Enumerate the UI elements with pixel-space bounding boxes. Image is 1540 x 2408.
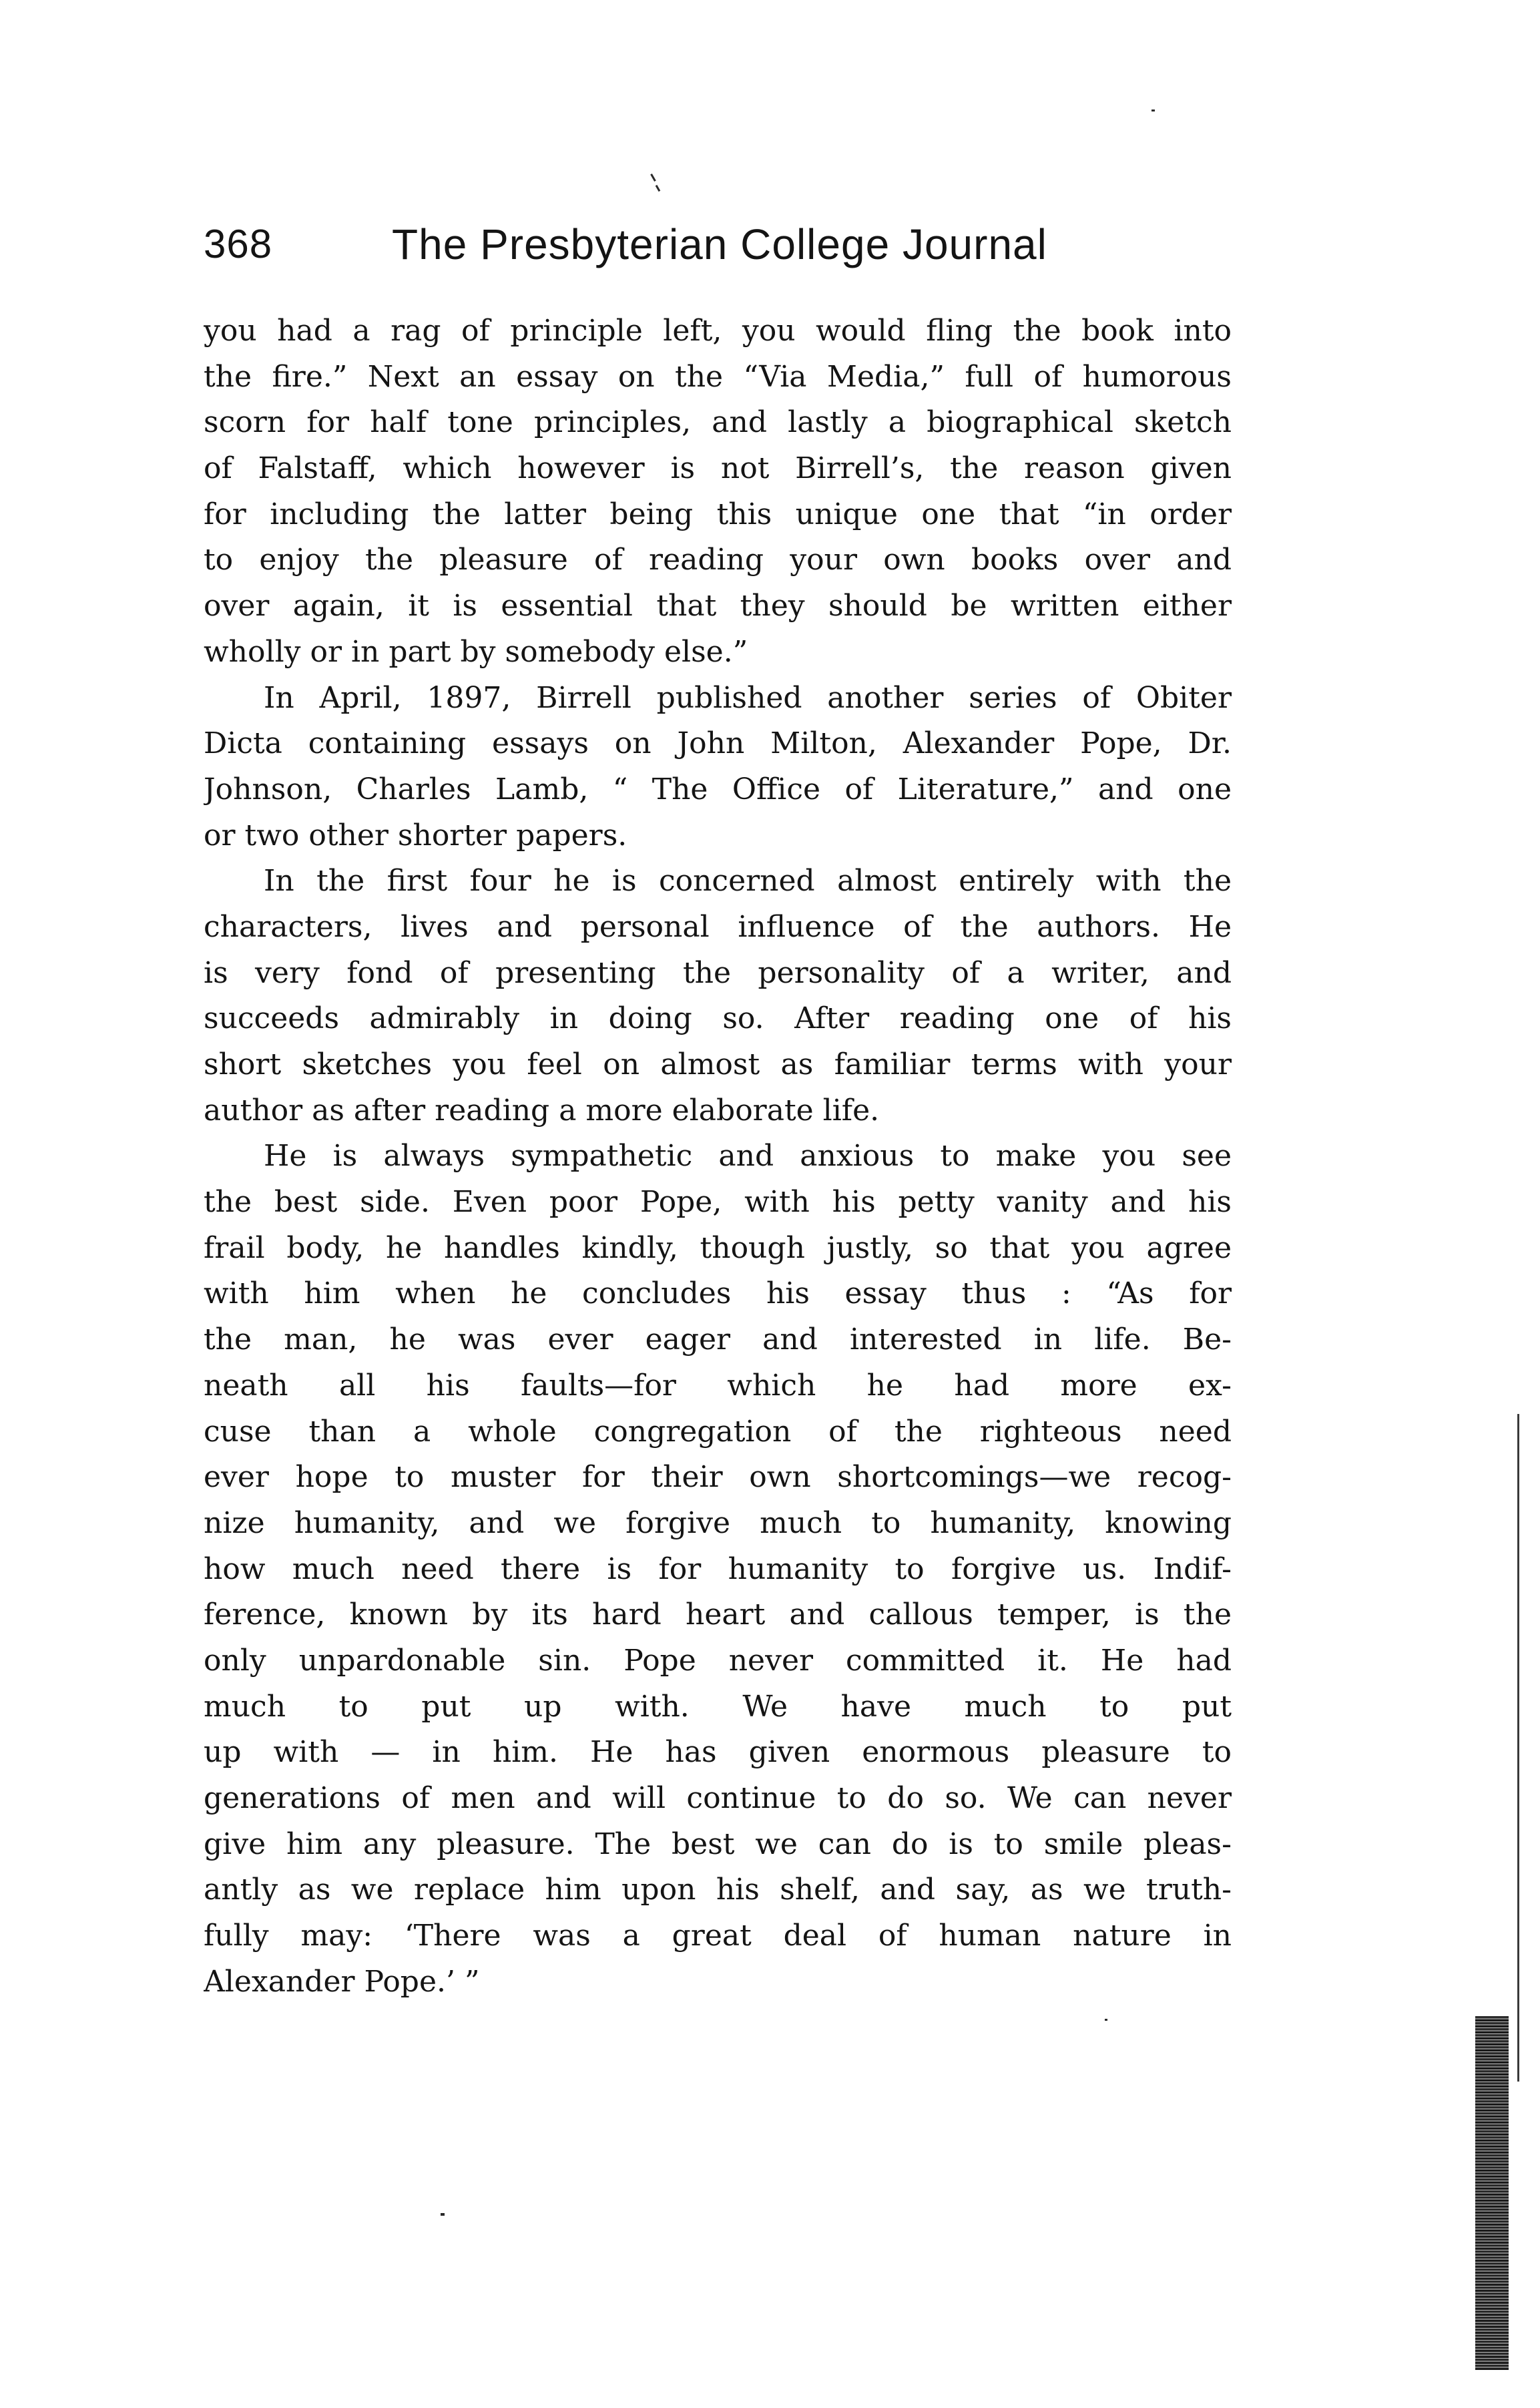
body-text: [204, 308, 1232, 2005]
text-line: the best side. Even poor Pope, with his petty vanity and his: [204, 1185, 1232, 1220]
text-line: generations of men and will continue to do so. We can never: [204, 1781, 1232, 1815]
text-line: wholly or in part by somebody else.”: [204, 634, 748, 669]
paragraph-first-line: In the first four he is concerned almost entirely with the: [264, 864, 1232, 899]
text-line: for including the latter being this unique one that “in order: [204, 497, 1232, 531]
text-line: of Falstaff, which however is not Birrell’s, the reason given: [204, 451, 1232, 486]
text-line: up with — in him. He has given enormous pleasure to: [204, 1735, 1232, 1770]
text-line: fully may: ‘There was a great deal of human nature in: [204, 1919, 1232, 1953]
text-line: neath all his faults—for which he had more ex-: [204, 1368, 1232, 1403]
text-line: cuse than a whole congregation of the righteous need: [204, 1414, 1232, 1449]
text-line: the man, he was ever eager and interested in life. Be-: [204, 1322, 1232, 1357]
text-line: characters, lives and personal influence of the authors. He: [204, 909, 1232, 944]
text-line: to enjoy the pleasure of reading your own books over and: [204, 543, 1232, 577]
text-line: succeeds admirably in doing so. After reading one of his: [204, 1001, 1232, 1036]
text-line: frail body, he handles kindly, though justly, so that you agree: [204, 1230, 1232, 1265]
text-line: over again, it is essential that they should be written either: [204, 589, 1232, 624]
text-line: scorn for half tone principles, and lastly a biographical sketch: [204, 405, 1232, 440]
ink-speck: [1105, 2019, 1107, 2021]
text-line: nize humanity, and we forgive much to humanity, knowing: [204, 1505, 1232, 1540]
ink-speck: [656, 185, 661, 192]
text-line: is very fond of presenting the personality of a writer, and: [204, 955, 1232, 990]
page-number: 368: [204, 222, 273, 266]
text-line: much to put up with. We have much to put: [204, 1689, 1232, 1724]
scan-edge-line: [1517, 1414, 1519, 2082]
text-line: with him when he concludes his essay thus : “As for: [204, 1276, 1232, 1311]
ink-speck: [1151, 109, 1155, 111]
text-line: the fire.” Next an essay on the “Via Media,” full of humorous: [204, 359, 1232, 394]
paragraph-first-line: He is always sympathetic and anxious to make you see: [264, 1139, 1232, 1174]
text-line: you had a rag of principle left, you would fling the book into: [204, 314, 1232, 348]
text-line: author as after reading a more elaborate life.: [204, 1093, 880, 1128]
ink-speck: [650, 174, 656, 182]
text-line: Alexander Pope.’ ”: [204, 1964, 480, 1999]
text-line: how much need there is for humanity to forgive us. Indif-: [204, 1551, 1232, 1586]
text-line: give him any pleasure. The best we can do is to smile pleas-: [204, 1827, 1232, 1861]
running-title: The Presbyterian College Journal: [392, 220, 1047, 268]
text-line: short sketches you feel on almost as familiar terms with your: [204, 1047, 1232, 1081]
paragraph-first-line: In April, 1897, Birrell published another series of Obiter: [264, 680, 1232, 715]
scan-edge-shadow: [1475, 2016, 1509, 2370]
text-line: antly as we replace him upon his shelf, and say, as we truth-: [204, 1873, 1232, 1907]
text-line: or two other shorter papers.: [204, 818, 627, 853]
text-line: only unpardonable sin. Pope never committed it. He had: [204, 1643, 1232, 1678]
text-line: Dicta containing essays on John Milton, Alexander Pope, Dr.: [204, 726, 1232, 761]
text-line: ference, known by its hard heart and callous temper, is the: [204, 1598, 1232, 1632]
page-header: [204, 218, 1272, 298]
text-line: ever hope to muster for their own shortcomings—we recog-: [204, 1460, 1232, 1495]
ink-speck: [441, 2213, 445, 2216]
text-line: Johnson, Charles Lamb, “ The Office of Literature,” and one: [204, 772, 1232, 806]
